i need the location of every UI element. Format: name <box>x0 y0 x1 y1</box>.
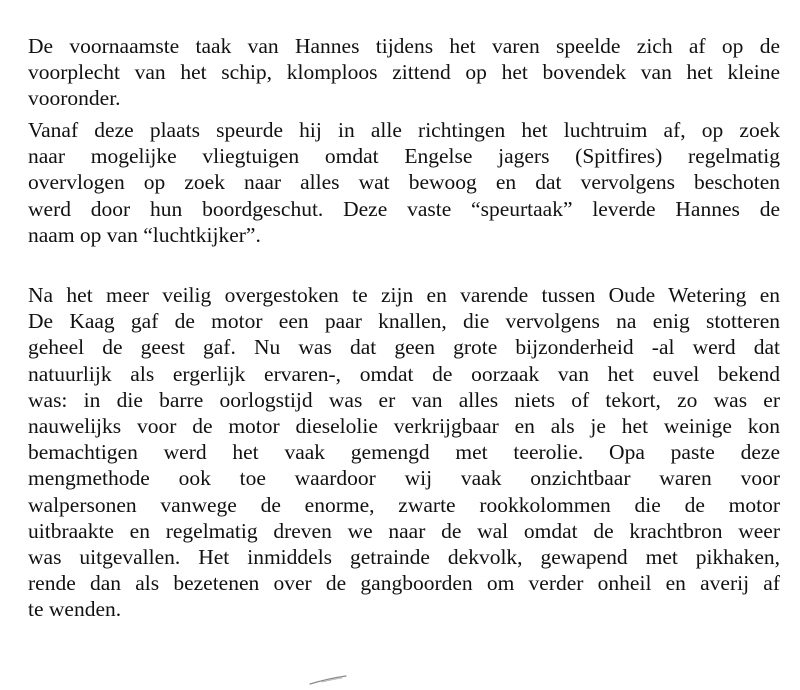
text-line: was uitgevallen. Het inmiddels getrainde dekvolk, gewapend met pikhaken, <box>28 545 780 570</box>
text-line: nauwelijks voor de motor dieselolie verkrijgbaar en als je het weinige kon <box>28 414 780 439</box>
text-line: vooronder. <box>28 86 121 111</box>
text-line: naar mogelijke vliegtuigen omdat Engelse jagers (Spitfires) regelmatig <box>28 144 780 169</box>
text-line: naam op van “luchtkijker”. <box>28 222 261 247</box>
paragraph-engine-failure <box>28 282 780 623</box>
text-line: Vanaf deze plaats speurde hij in alle richtingen het luchtruim af, op zoek <box>28 118 780 142</box>
text-line: geheel de geest gaf. Nu was dat geen grote bijzonderheid -al werd dat <box>28 335 780 360</box>
text-line: te wenden. <box>28 597 122 622</box>
text-line: bemachtigen werd het vaak gemengd met teerolie. Opa paste deze <box>28 440 780 465</box>
text-line: was: in die barre oorlogstijd was er van alles niets of tekort, zo was er <box>28 387 780 412</box>
text-line: uitbraakte en regelmatig dreven we naar de wal omdat de krachtbron weer <box>28 518 780 543</box>
text-line: overvlogen op zoek naar alles wat bewoog en dat vervolgens beschoten <box>28 170 780 195</box>
text-line: voorplecht van het schip, klomploos zittend op het bovendek van het kleine <box>28 60 780 85</box>
text-line: De Kaag gaf de motor een paar knallen, die vervolgens na enig stotteren <box>28 309 780 334</box>
text-line: natuurlijk als ergerlijk ervaren-, omdat de oorzaak van het euvel bekend <box>28 361 780 386</box>
text-line: werd door hun boordgeschut. Deze vaste “speurtaak” leverde Hannes de <box>28 196 780 221</box>
paragraph-luchtkijker <box>28 117 780 248</box>
paragraph-lookout-task <box>28 33 780 112</box>
text-line: rende dan als bezetenen over de gangboorden om verder onheil en averij af <box>28 571 780 596</box>
text-line: De voornaamste taak van Hannes tijdens het varen speelde zich af op de <box>28 34 780 58</box>
text-line: mengmethode ook toe waardoor wij vaak onzichtbaar waren voor <box>28 466 780 491</box>
text-line: walpersonen vanwege de enorme, zwarte rookkolommen die de motor <box>28 492 780 517</box>
scan-smudge-mark <box>308 674 348 686</box>
text-line: Na het meer veilig overgestoken te zijn en varende tussen Oude Wetering en <box>28 283 780 307</box>
